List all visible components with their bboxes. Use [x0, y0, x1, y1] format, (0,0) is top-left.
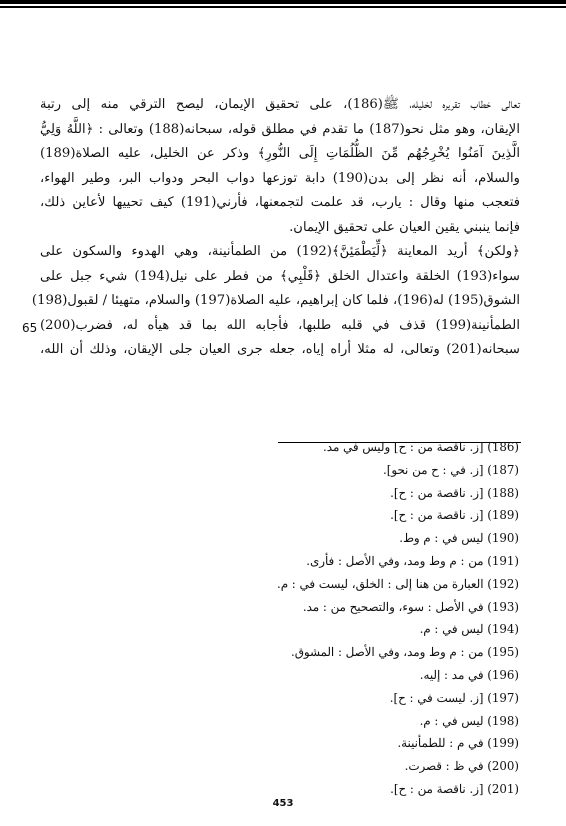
footnote: (187) [ز. في : ح من نحو].: [383, 462, 519, 477]
footnotes: [99, 436, 519, 801]
text-line: فتعجب منها وقال : يارب، قد علمت لتجمعنها، فأرني(191) كيف تحييها لأعاين ذلك،: [40, 195, 520, 210]
footnote: (189) [ز. ناقصة من : ح].: [390, 508, 519, 523]
text-line: ﴿ولكن﴾ أريد المعاينة ﴿لِّيَطْمَئِنَّ﴾(192) من الطمأنينة، وهي الهدوء والسكون على: [40, 244, 520, 259]
top-rule-thin: [0, 6, 566, 8]
footnote: (200) في ظ : قصرت.: [404, 759, 519, 774]
text-line: تعالى خطاب تقريره لخليله، ﷺ(186)، على تحقيق الإيمان، ليصح الترقي منه إلى رتبة: [40, 97, 520, 112]
text-line: الشوق(195) له(196)، فلما كان إبراهيم، عليه الصلاة(197) والسلام، متهيئا / لقبول(198): [31, 293, 520, 308]
footnote: (186) [ز. ناقصة من : ح] وليس في مد.: [323, 440, 519, 454]
footnote: (199) في م : للطمأنينة.: [397, 736, 519, 751]
footnote: (190) ليس في : م وط.: [399, 531, 519, 546]
page-number: 453: [272, 798, 294, 809]
footnote: (192) العبارة من هنا إلى : الخلق، ليست في : م.: [277, 576, 519, 591]
text-line: سبحانه(201) وتعالى، له مثلا أراه إياه، جعله جرى العيان جلى الإيقان، وذلك أن الله،: [40, 342, 520, 357]
top-rule: [0, 0, 566, 4]
footnote: (195) من : م وط ومد، وفي الأصل : المشوق.: [290, 645, 519, 660]
footnote: (196) في مد : إليه.: [419, 667, 519, 682]
line-number-marker: 65: [22, 321, 38, 335]
text-line: الَّذِينَ آمَنُوا يُخْرِجُهُم مِّنَ الظُّلُمَاتِ إِلَى النُّورِ﴾ وذكر عن الخليل، عليه الصلاة(189): [40, 146, 520, 161]
text-line: الطمأنينة(199) قذف في قلبه طلبها، فأجابه الله بما قد هيأه له، فضرب(200): [40, 317, 520, 333]
text-line: والسلام، أنه نظر إلى بدن(190) دابة توزعها دواب البحر ودواب البر، وطير الهواء،: [40, 170, 520, 186]
text-line: فإنما ينبني يقين العيان على تحقيق الإيمان.: [289, 219, 520, 235]
footnote: (193) في الأصل : سوء، والتصحيح من : مد.: [302, 599, 519, 614]
text-line: الإيقان، وهو مثل نحو(187) ما تقدم في مطلق قوله، سبحانه(188) وتعالى : ﴿اللَّهُ وَلِيُّ: [40, 121, 520, 137]
footnote: (198) ليس في : م.: [419, 713, 519, 728]
footnote: (197) [ز. ليست في : ح].: [389, 690, 519, 705]
footnote: (188) [ز. ناقصة من : ح].: [390, 485, 519, 500]
footnote: (194) ليس في : م.: [419, 622, 519, 637]
footnote: (201) [ز. ناقصة من : ح].: [390, 781, 519, 796]
footnote: (191) من : م وط ومد، وفي الأصل : فأرى.: [306, 553, 519, 568]
main-text: [31, 93, 520, 363]
text-line: سواء(193) الخلقة واعتدال الخلق ﴿قَلْبِي﴾ من فطر على نيل(194) شيء جبل على: [40, 268, 520, 284]
